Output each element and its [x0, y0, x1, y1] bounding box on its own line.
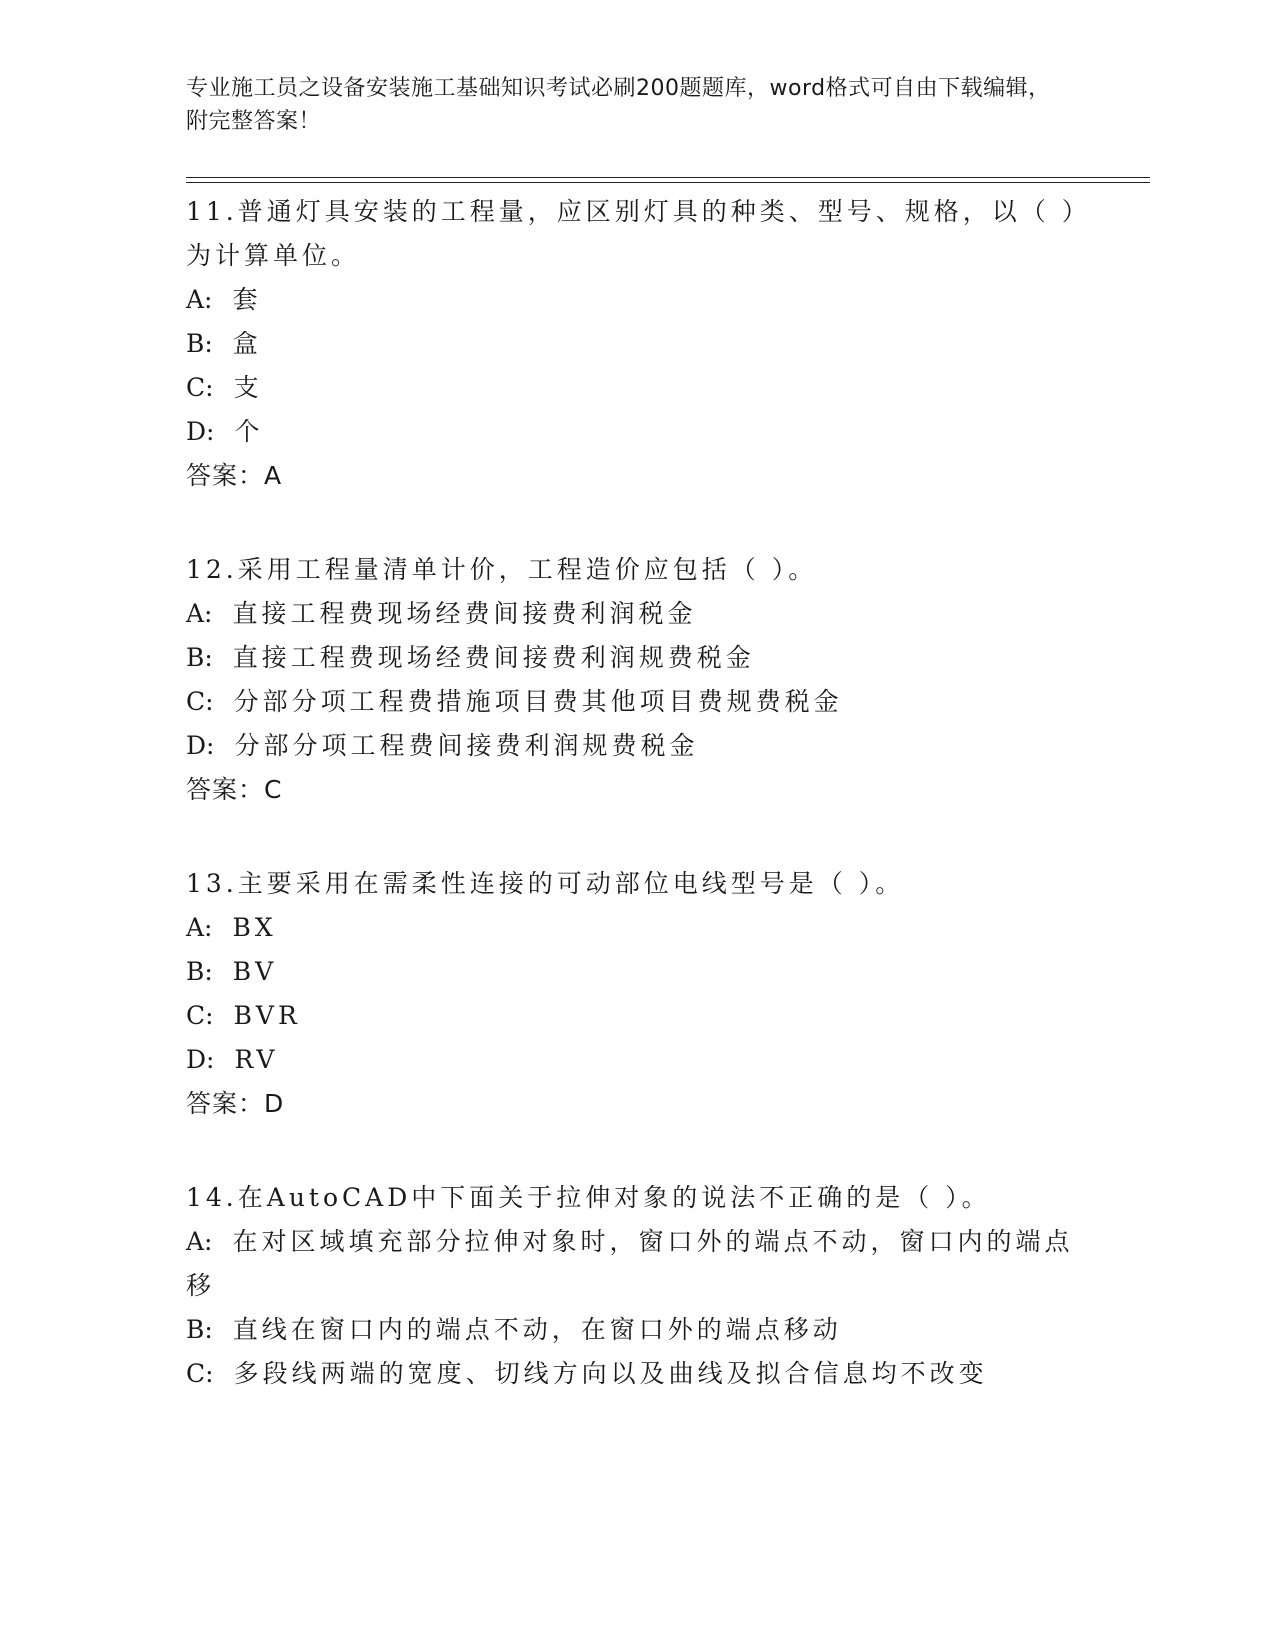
option-a — [186, 278, 1086, 322]
option-key: D: — [186, 417, 215, 446]
option-c — [186, 994, 1086, 1038]
option-key: B: — [186, 957, 213, 986]
option-text: 直接工程费现场经费间接费利润税金 — [232, 599, 697, 628]
option-key: B: — [186, 329, 213, 358]
option-text: 多段线两端的宽度、切线方向以及曲线及拟合信息均不改变 — [233, 1359, 988, 1388]
question-list — [186, 190, 1086, 1396]
option-text: BVR — [233, 1001, 301, 1030]
answer-label: 答案：D — [186, 1089, 285, 1118]
answer-label: 答案：C — [186, 775, 283, 804]
option-text: 分部分项工程费措施项目费其他项目费规费税金 — [233, 687, 843, 716]
option-text: 套 — [232, 285, 262, 314]
option-key: B: — [186, 643, 213, 672]
option-c — [186, 366, 1086, 410]
option-b — [186, 636, 1086, 680]
option-text: 在对区域填充部分拉伸对象时，窗口外的端点不动，窗口内的端点移 — [186, 1227, 1074, 1300]
answer-label: 答案：A — [186, 461, 283, 490]
option-c — [186, 680, 1086, 724]
header-divider-bottom — [186, 182, 1150, 183]
option-text: BV — [232, 957, 278, 986]
option-key: C: — [186, 1001, 214, 1030]
option-text: BX — [232, 913, 277, 942]
option-b — [186, 950, 1086, 994]
question-13 — [186, 862, 1086, 1126]
option-text: 直接工程费现场经费间接费利润规费税金 — [232, 643, 755, 672]
question-stem: 14.在AutoCAD中下面关于拉伸对象的说法不正确的是（ ）。 — [186, 1183, 991, 1212]
option-d — [186, 1038, 1086, 1082]
option-key: A: — [186, 913, 213, 942]
option-text: 个 — [234, 417, 264, 446]
option-text: 分部分项工程费间接费利润规费税金 — [234, 731, 699, 760]
option-a — [186, 1220, 1086, 1308]
option-text: 支 — [233, 373, 263, 402]
question-12 — [186, 548, 1086, 812]
option-key: C: — [186, 1359, 214, 1388]
option-a — [186, 592, 1086, 636]
question-14 — [186, 1176, 1086, 1396]
option-key: A: — [186, 285, 213, 314]
option-text: RV — [234, 1045, 279, 1074]
option-key: D: — [186, 731, 215, 760]
option-d — [186, 724, 1086, 768]
option-key: D: — [186, 1045, 215, 1074]
option-key: A: — [186, 1227, 213, 1256]
option-key: A: — [186, 599, 213, 628]
option-c — [186, 1352, 1086, 1396]
question-stem: 11.普通灯具安装的工程量，应区别灯具的种类、型号、规格，以（ ）为计算单位。 — [186, 197, 1079, 270]
option-text: 盒 — [232, 329, 262, 358]
option-key: C: — [186, 373, 214, 402]
question-stem: 13.主要采用在需柔性连接的可动部位电线型号是（ ）。 — [186, 869, 905, 898]
option-d — [186, 410, 1086, 454]
option-key: B: — [186, 1315, 213, 1344]
question-11 — [186, 190, 1086, 498]
option-b — [186, 322, 1086, 366]
option-b — [186, 1308, 1086, 1352]
header-divider-top — [186, 177, 1150, 178]
option-a — [186, 906, 1086, 950]
document-header: 专业施工员之设备安装施工基础知识考试必刷200题题库，word格式可自由下载编辑，附完整答案！ — [186, 76, 1051, 134]
question-stem: 12.采用工程量清单计价，工程造价应包括（ ）。 — [186, 555, 818, 584]
option-key: C: — [186, 687, 214, 716]
option-text: 直线在窗口内的端点不动，在窗口外的端点移动 — [232, 1315, 842, 1344]
